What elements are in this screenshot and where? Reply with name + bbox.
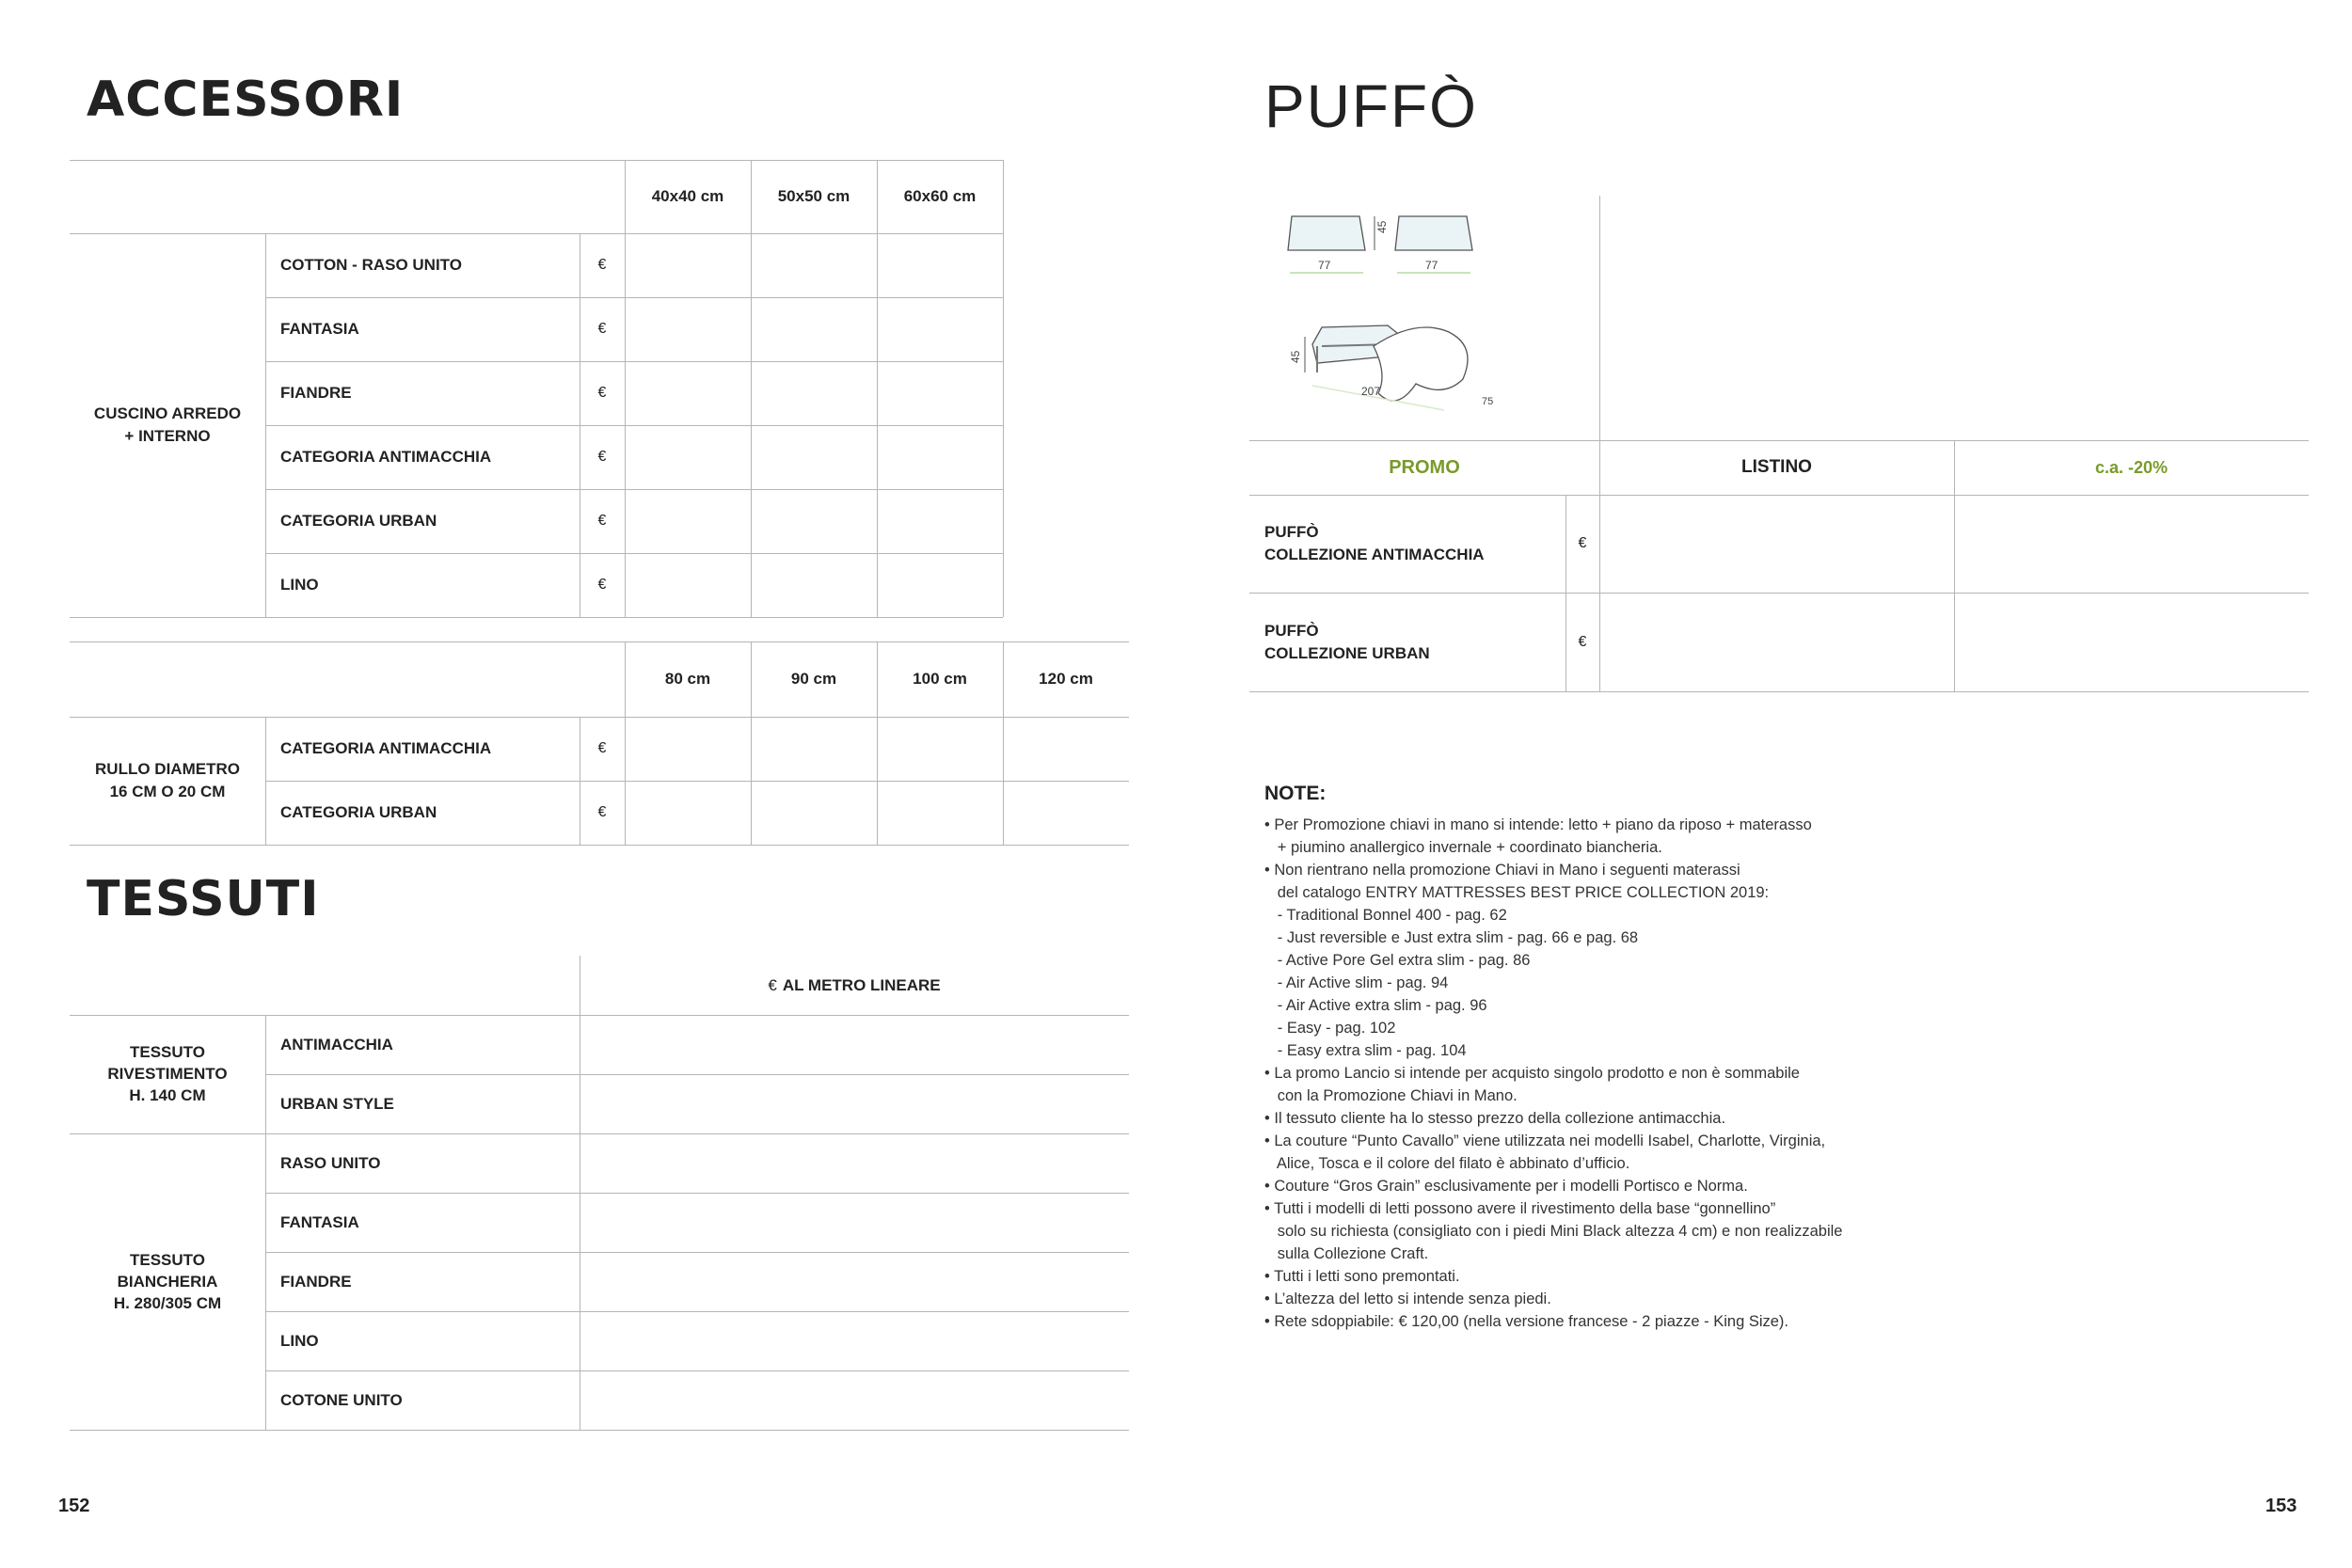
rullo-size-90: 90 cm: [790, 670, 837, 688]
tessuti-row-label: COTONE UNITO: [280, 1390, 403, 1409]
euro-sign: €: [597, 577, 607, 593]
note-line: - Easy extra slim - pag. 104: [1264, 1042, 1467, 1059]
accessori-row-label: FIANDRE: [280, 384, 352, 402]
tessuto-biancheria-label: TESSUTO BIANCHERIA H. 280/305 CM: [113, 1250, 222, 1312]
tessuti-title: TESSUTI: [87, 871, 320, 927]
note-line: del catalogo ENTRY MATTRESSES BEST PRICE COLLECTION 2019:: [1264, 884, 1770, 901]
listino-label: LISTINO: [1741, 457, 1812, 477]
rullo-size-80: 80 cm: [664, 670, 711, 688]
dim-bed-depth: 75: [1482, 396, 1494, 407]
note-line: • Per Promozione chiavi in mano si intende: letto + piano da riposo + materasso: [1264, 816, 1812, 833]
size-header-40: 40x40 cm: [651, 187, 724, 205]
note-line: solo su richiesta (consigliato con i piedi Mini Black altezza 4 cm) e non realizzabile: [1264, 1223, 1843, 1240]
euro-sign: €: [597, 740, 607, 756]
page-number-left: 152: [58, 1496, 90, 1516]
dim-bed-height: 45: [1289, 350, 1302, 363]
dim-height-label: 45: [1375, 220, 1389, 233]
tessuti-row-label: ANTIMACCHIA: [280, 1035, 393, 1053]
note-line: - Air Active slim - pag. 94: [1264, 974, 1449, 991]
size-header-60: 60x60 cm: [903, 187, 977, 205]
euro-sign: €: [597, 449, 607, 465]
accessori-row-label: COTTON - RASO UNITO: [280, 256, 462, 274]
cuscino-group-label: CUSCINO ARREDO + INTERNO: [93, 404, 242, 445]
note-line: • La promo Lancio si intende per acquisto singolo prodotto e non è sommabile: [1264, 1065, 1800, 1082]
tessuti-row-label: RASO UNITO: [280, 1153, 381, 1172]
note-line: - Air Active extra slim - pag. 96: [1264, 997, 1487, 1014]
tessuti-row-label: URBAN STYLE: [280, 1094, 394, 1113]
page-number-right: 153: [2265, 1496, 2297, 1516]
note-line: • Non rientrano nella promozione Chiavi in Mano i seguenti materassi: [1264, 862, 1740, 879]
note-line: • Tutti i letti sono premontati.: [1264, 1268, 1460, 1285]
note-line: - Just reversible e Just extra slim - pag. 66 e pag. 68: [1264, 929, 1639, 946]
note-line: con la Promozione Chiavi in Mano.: [1264, 1087, 1518, 1104]
notes-title: NOTE:: [1264, 783, 1327, 804]
puffo-title: PUFFÒ: [1264, 72, 1478, 140]
tessuti-row-label: FIANDRE: [280, 1272, 352, 1291]
tessuti-row-label: LINO: [280, 1331, 319, 1350]
note-line: • La couture “Punto Cavallo” viene utilizzata nei modelli Isabel, Charlotte, Virginia,: [1264, 1132, 1826, 1149]
tessuti-header: € AL METRO LINEARE: [768, 975, 941, 994]
rullo-size-120: 120 cm: [1039, 670, 1093, 688]
price-row-label: PUFFÒ COLLEZIONE URBAN: [1264, 621, 1430, 662]
accessori-row-label: LINO: [280, 576, 319, 594]
note-line: sulla Collezione Craft.: [1264, 1245, 1429, 1262]
rullo-group-label: RULLO DIAMETRO 16 CM O 20 CM: [95, 760, 240, 800]
dim-width-b: 77: [1425, 259, 1438, 272]
note-line: • L’altezza del letto si intende senza piedi.: [1264, 1291, 1551, 1307]
euro-sign: €: [597, 513, 607, 529]
discount-label: c.a. -20%: [2094, 457, 2169, 477]
euro-sign: €: [597, 321, 607, 337]
note-line: - Easy - pag. 102: [1264, 1020, 1396, 1037]
rullo-row-label: CATEGORIA ANTIMACCHIA: [280, 739, 492, 757]
dim-bed-length: 207: [1361, 385, 1381, 398]
note-line: • Rete sdoppiabile: € 120,00 (nella versione francese - 2 piazze - King Size).: [1264, 1313, 1789, 1330]
notes-list: [1264, 814, 1842, 1333]
note-line: Alice, Tosca e il colore del filato è abbinato d’ufficio.: [1264, 1155, 1630, 1172]
note-line: • Il tessuto cliente ha lo stesso prezzo della collezione antimacchia.: [1264, 1110, 1726, 1127]
rullo-row-label: CATEGORIA URBAN: [280, 803, 437, 821]
size-header-50: 50x50 cm: [777, 187, 850, 205]
euro-sign: €: [597, 257, 607, 273]
euro-sign: €: [597, 804, 607, 820]
accessori-row-label: FANTASIA: [280, 320, 359, 338]
note-line: - Active Pore Gel extra slim - pag. 86: [1264, 952, 1531, 969]
puffo-product-drawing: [1284, 205, 1529, 421]
dim-width-a: 77: [1318, 259, 1331, 272]
promo-label: PROMO: [1389, 456, 1460, 478]
tessuto-rivestimento-label: TESSUTO RIVESTIMENTO H. 140 CM: [107, 1043, 228, 1104]
accessori-row-label: CATEGORIA ANTIMACCHIA: [280, 448, 492, 466]
note-line: • Tutti i modelli di letti possono avere il rivestimento della base “gonnellino”: [1264, 1200, 1776, 1217]
tessuti-row-label: FANTASIA: [280, 1212, 359, 1231]
euro-sign: €: [1578, 535, 1587, 551]
price-row-label: PUFFÒ COLLEZIONE ANTIMACCHIA: [1264, 523, 1485, 563]
note-line: • Couture “Gros Grain” esclusivamente per i modelli Portisco e Norma.: [1264, 1178, 1748, 1195]
euro-sign: €: [597, 385, 607, 401]
rullo-size-100: 100 cm: [913, 670, 967, 688]
note-line: - Traditional Bonnel 400 - pag. 62: [1264, 907, 1507, 924]
accessori-title: ACCESSORI: [87, 71, 405, 128]
note-line: + piumino anallergico invernale + coordinato biancheria.: [1264, 839, 1662, 856]
accessori-row-label: CATEGORIA URBAN: [280, 512, 437, 530]
euro-sign: €: [1578, 633, 1587, 650]
